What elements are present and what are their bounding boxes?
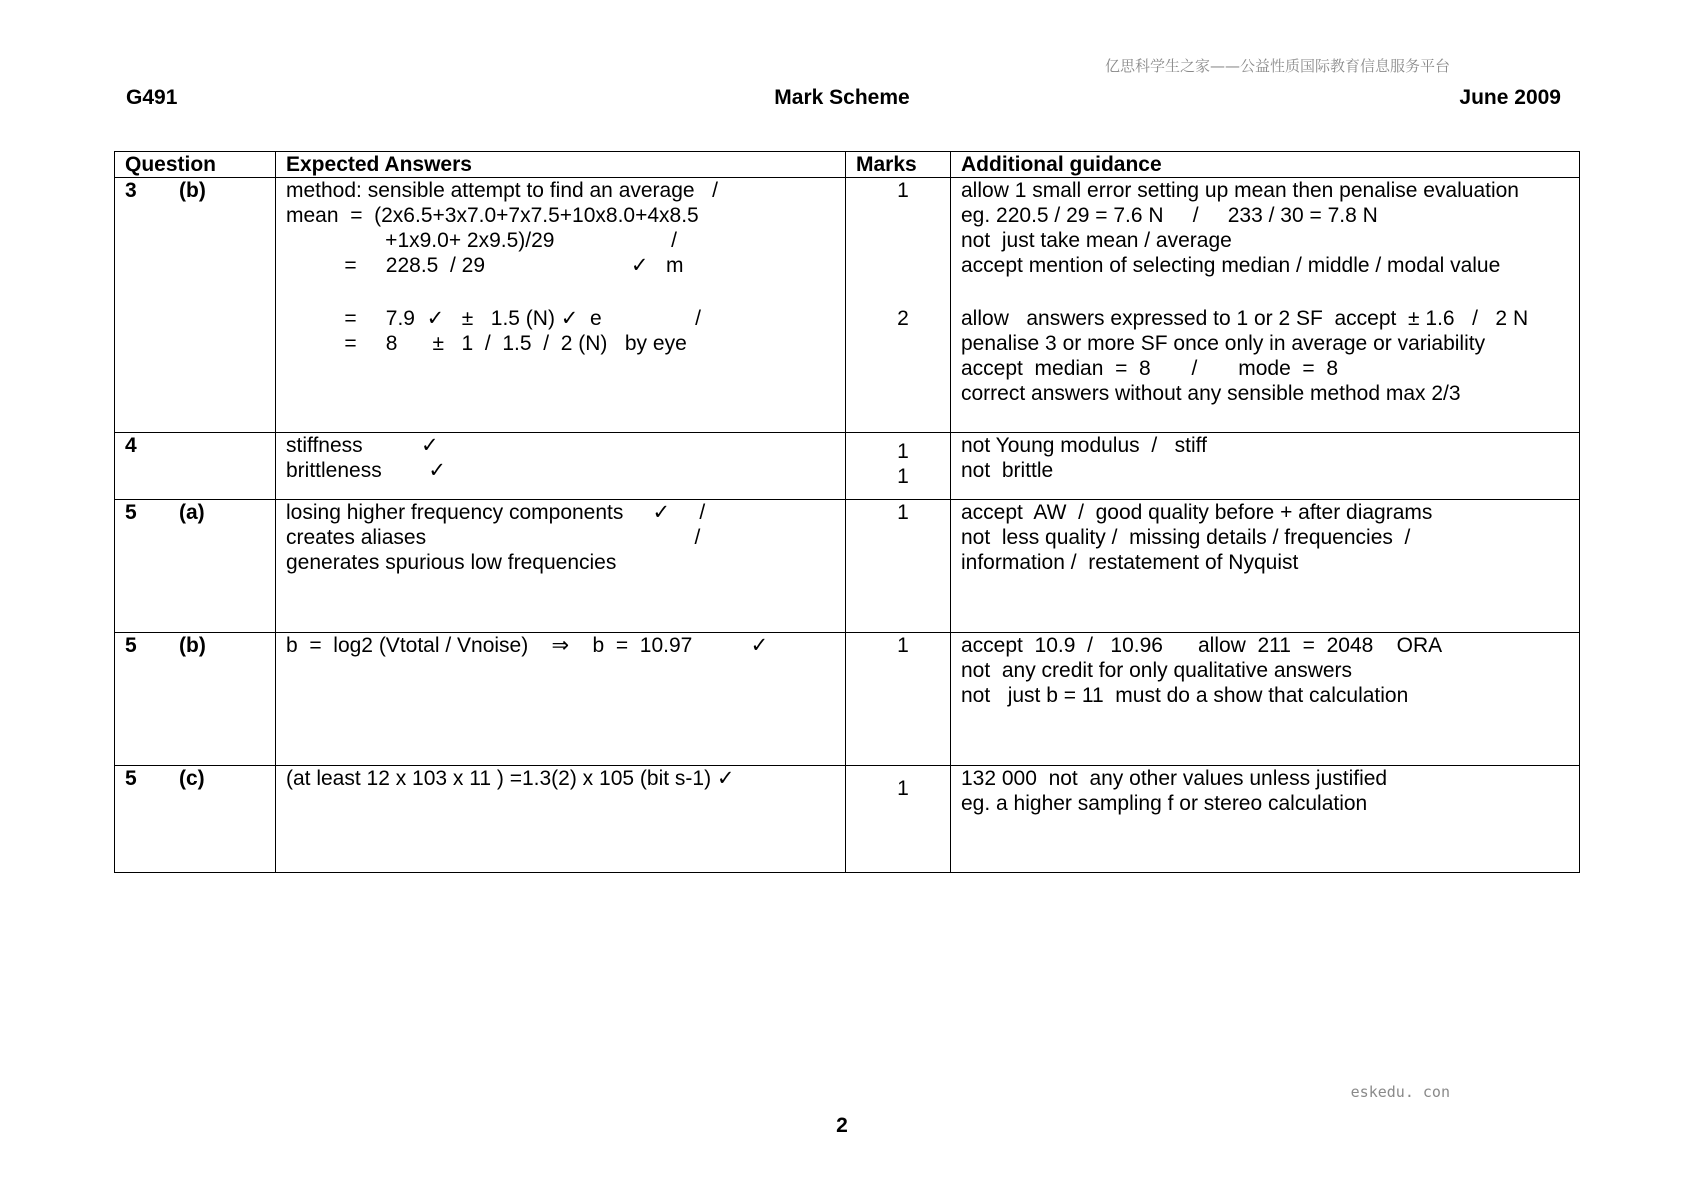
mark-value: 1 bbox=[897, 777, 909, 800]
column-header-guidance: Additional guidance bbox=[951, 152, 1580, 178]
answer-line: +1x9.0+ 2x9.5)/29 / bbox=[286, 229, 678, 252]
question-part: (a) bbox=[179, 501, 205, 524]
question-cell bbox=[115, 500, 276, 633]
guidance-cell bbox=[951, 433, 1580, 500]
spacer bbox=[856, 228, 950, 253]
mark-scheme-table bbox=[114, 151, 1580, 873]
answer-line: stiffness ✓ bbox=[286, 434, 439, 457]
marks-cell bbox=[846, 633, 951, 766]
guidance-line: eg. a higher sampling f or stereo calculation bbox=[961, 792, 1368, 815]
question-cell bbox=[115, 433, 276, 500]
table-header-row bbox=[115, 152, 1580, 178]
guidance-line: not Young modulus / stiff bbox=[961, 434, 1207, 457]
guidance-line: accept mention of selecting median / middle / modal value bbox=[961, 254, 1501, 277]
marks-cell bbox=[846, 500, 951, 633]
column-header-marks: Marks bbox=[846, 152, 951, 178]
question-part: (c) bbox=[179, 767, 205, 790]
answer-line: = 228.5 / 29 ✓ m bbox=[286, 254, 684, 277]
guidance-line: accept 10.9 / 10.96 allow 211 = 2048 ORA bbox=[961, 634, 1443, 657]
table-row bbox=[115, 178, 1580, 433]
guidance-line: not any credit for only qualitative answers bbox=[961, 659, 1353, 682]
answer-line: method: sensible attempt to find an average / bbox=[286, 179, 718, 202]
watermark-bottom: eskedu. con bbox=[1350, 1083, 1450, 1101]
guidance-line: penalise 3 or more SF once only in average or variability bbox=[961, 332, 1486, 355]
guidance-line: eg. 220.5 / 29 = 7.6 N / 233 / 30 = 7.8 N bbox=[961, 204, 1378, 227]
guidance-line: not less quality / missing details / frequencies / bbox=[961, 526, 1411, 549]
answer-line: brittleness ✓ bbox=[286, 459, 446, 482]
answer-line: losing higher frequency components ✓ / bbox=[286, 501, 706, 524]
guidance-line: allow answers expressed to 1 or 2 SF accept ± 1.6 / 2 N bbox=[961, 307, 1529, 330]
answers-cell bbox=[276, 500, 846, 633]
guidance-line: not just b = 11 must do a show that calculation bbox=[961, 684, 1409, 707]
spacer bbox=[856, 253, 950, 278]
guidance-line: information / restatement of Nyquist bbox=[961, 551, 1299, 574]
answer-line: mean = (2x6.5+3x7.0+7x7.5+10x8.0+4x8.5 bbox=[286, 204, 699, 227]
guidance-line: allow 1 small error setting up mean then penalise evaluation bbox=[961, 179, 1519, 202]
spacer bbox=[286, 278, 845, 306]
question-cell bbox=[115, 766, 276, 873]
mark-value: 2 bbox=[897, 307, 909, 330]
mark-value: 1 bbox=[897, 501, 909, 524]
guidance-line: 132 000 not any other values unless justified bbox=[961, 767, 1388, 790]
question-number: 5 bbox=[125, 501, 137, 524]
table-row bbox=[115, 766, 1580, 873]
answers-cell bbox=[276, 766, 846, 873]
question-number: 4 bbox=[125, 434, 137, 457]
page-number: 2 bbox=[836, 1114, 848, 1137]
table-row bbox=[115, 633, 1580, 766]
spacer bbox=[856, 203, 950, 228]
marks-cell bbox=[846, 766, 951, 873]
answer-line: creates aliases / bbox=[286, 526, 701, 549]
guidance-line: accept AW / good quality before + after diagrams bbox=[961, 501, 1433, 524]
mark-value: 1 bbox=[897, 465, 909, 488]
question-number: 5 bbox=[125, 767, 137, 790]
mark-value: 1 bbox=[897, 634, 909, 657]
guidance-line: not just take mean / average bbox=[961, 229, 1232, 252]
question-cell bbox=[115, 633, 276, 766]
guidance-cell bbox=[951, 500, 1580, 633]
guidance-cell bbox=[951, 766, 1580, 873]
marks-cell bbox=[846, 433, 951, 500]
guidance-cell bbox=[951, 633, 1580, 766]
answer-line: generates spurious low frequencies bbox=[286, 551, 617, 574]
page-title: Mark Scheme bbox=[774, 86, 910, 109]
mark-value: 1 bbox=[897, 440, 909, 463]
answers-cell bbox=[276, 433, 846, 500]
spacer bbox=[961, 278, 1579, 306]
guidance-line: not brittle bbox=[961, 459, 1054, 482]
answer-line: b = log2 (Vtotal / Vnoise) ⇒ b = 10.97 ✓ bbox=[286, 634, 769, 657]
marks-cell bbox=[846, 178, 951, 433]
exam-date: June 2009 bbox=[1459, 86, 1561, 109]
guidance-line: accept median = 8 / mode = 8 bbox=[961, 357, 1339, 380]
question-part: (b) bbox=[179, 634, 206, 657]
guidance-cell bbox=[951, 178, 1580, 433]
paper-code: G491 bbox=[126, 86, 178, 109]
answers-cell bbox=[276, 178, 846, 433]
table-row bbox=[115, 500, 1580, 633]
answer-line: = 8 ± 1 / 1.5 / 2 (N) by eye bbox=[286, 332, 687, 355]
question-number: 3 bbox=[125, 179, 137, 202]
watermark-top: 亿思科学生之家——公益性质国际教育信息服务平台 bbox=[1104, 57, 1450, 75]
guidance-line: correct answers without any sensible method max 2/3 bbox=[961, 382, 1461, 405]
column-header-answers: Expected Answers bbox=[276, 152, 846, 178]
spacer bbox=[856, 278, 950, 306]
column-header-question: Question bbox=[115, 152, 276, 178]
answers-cell bbox=[276, 633, 846, 766]
mark-value: 1 bbox=[897, 179, 909, 202]
question-cell bbox=[115, 178, 276, 433]
question-part: (b) bbox=[179, 179, 206, 202]
answer-line: = 7.9 ✓ ± 1.5 (N) ✓ e / bbox=[286, 307, 701, 330]
question-number: 5 bbox=[125, 634, 137, 657]
table-row bbox=[115, 433, 1580, 500]
answer-line: (at least 12 x 103 x 11 ) =1.3(2) x 105 (bit s-1) ✓ bbox=[286, 767, 735, 790]
